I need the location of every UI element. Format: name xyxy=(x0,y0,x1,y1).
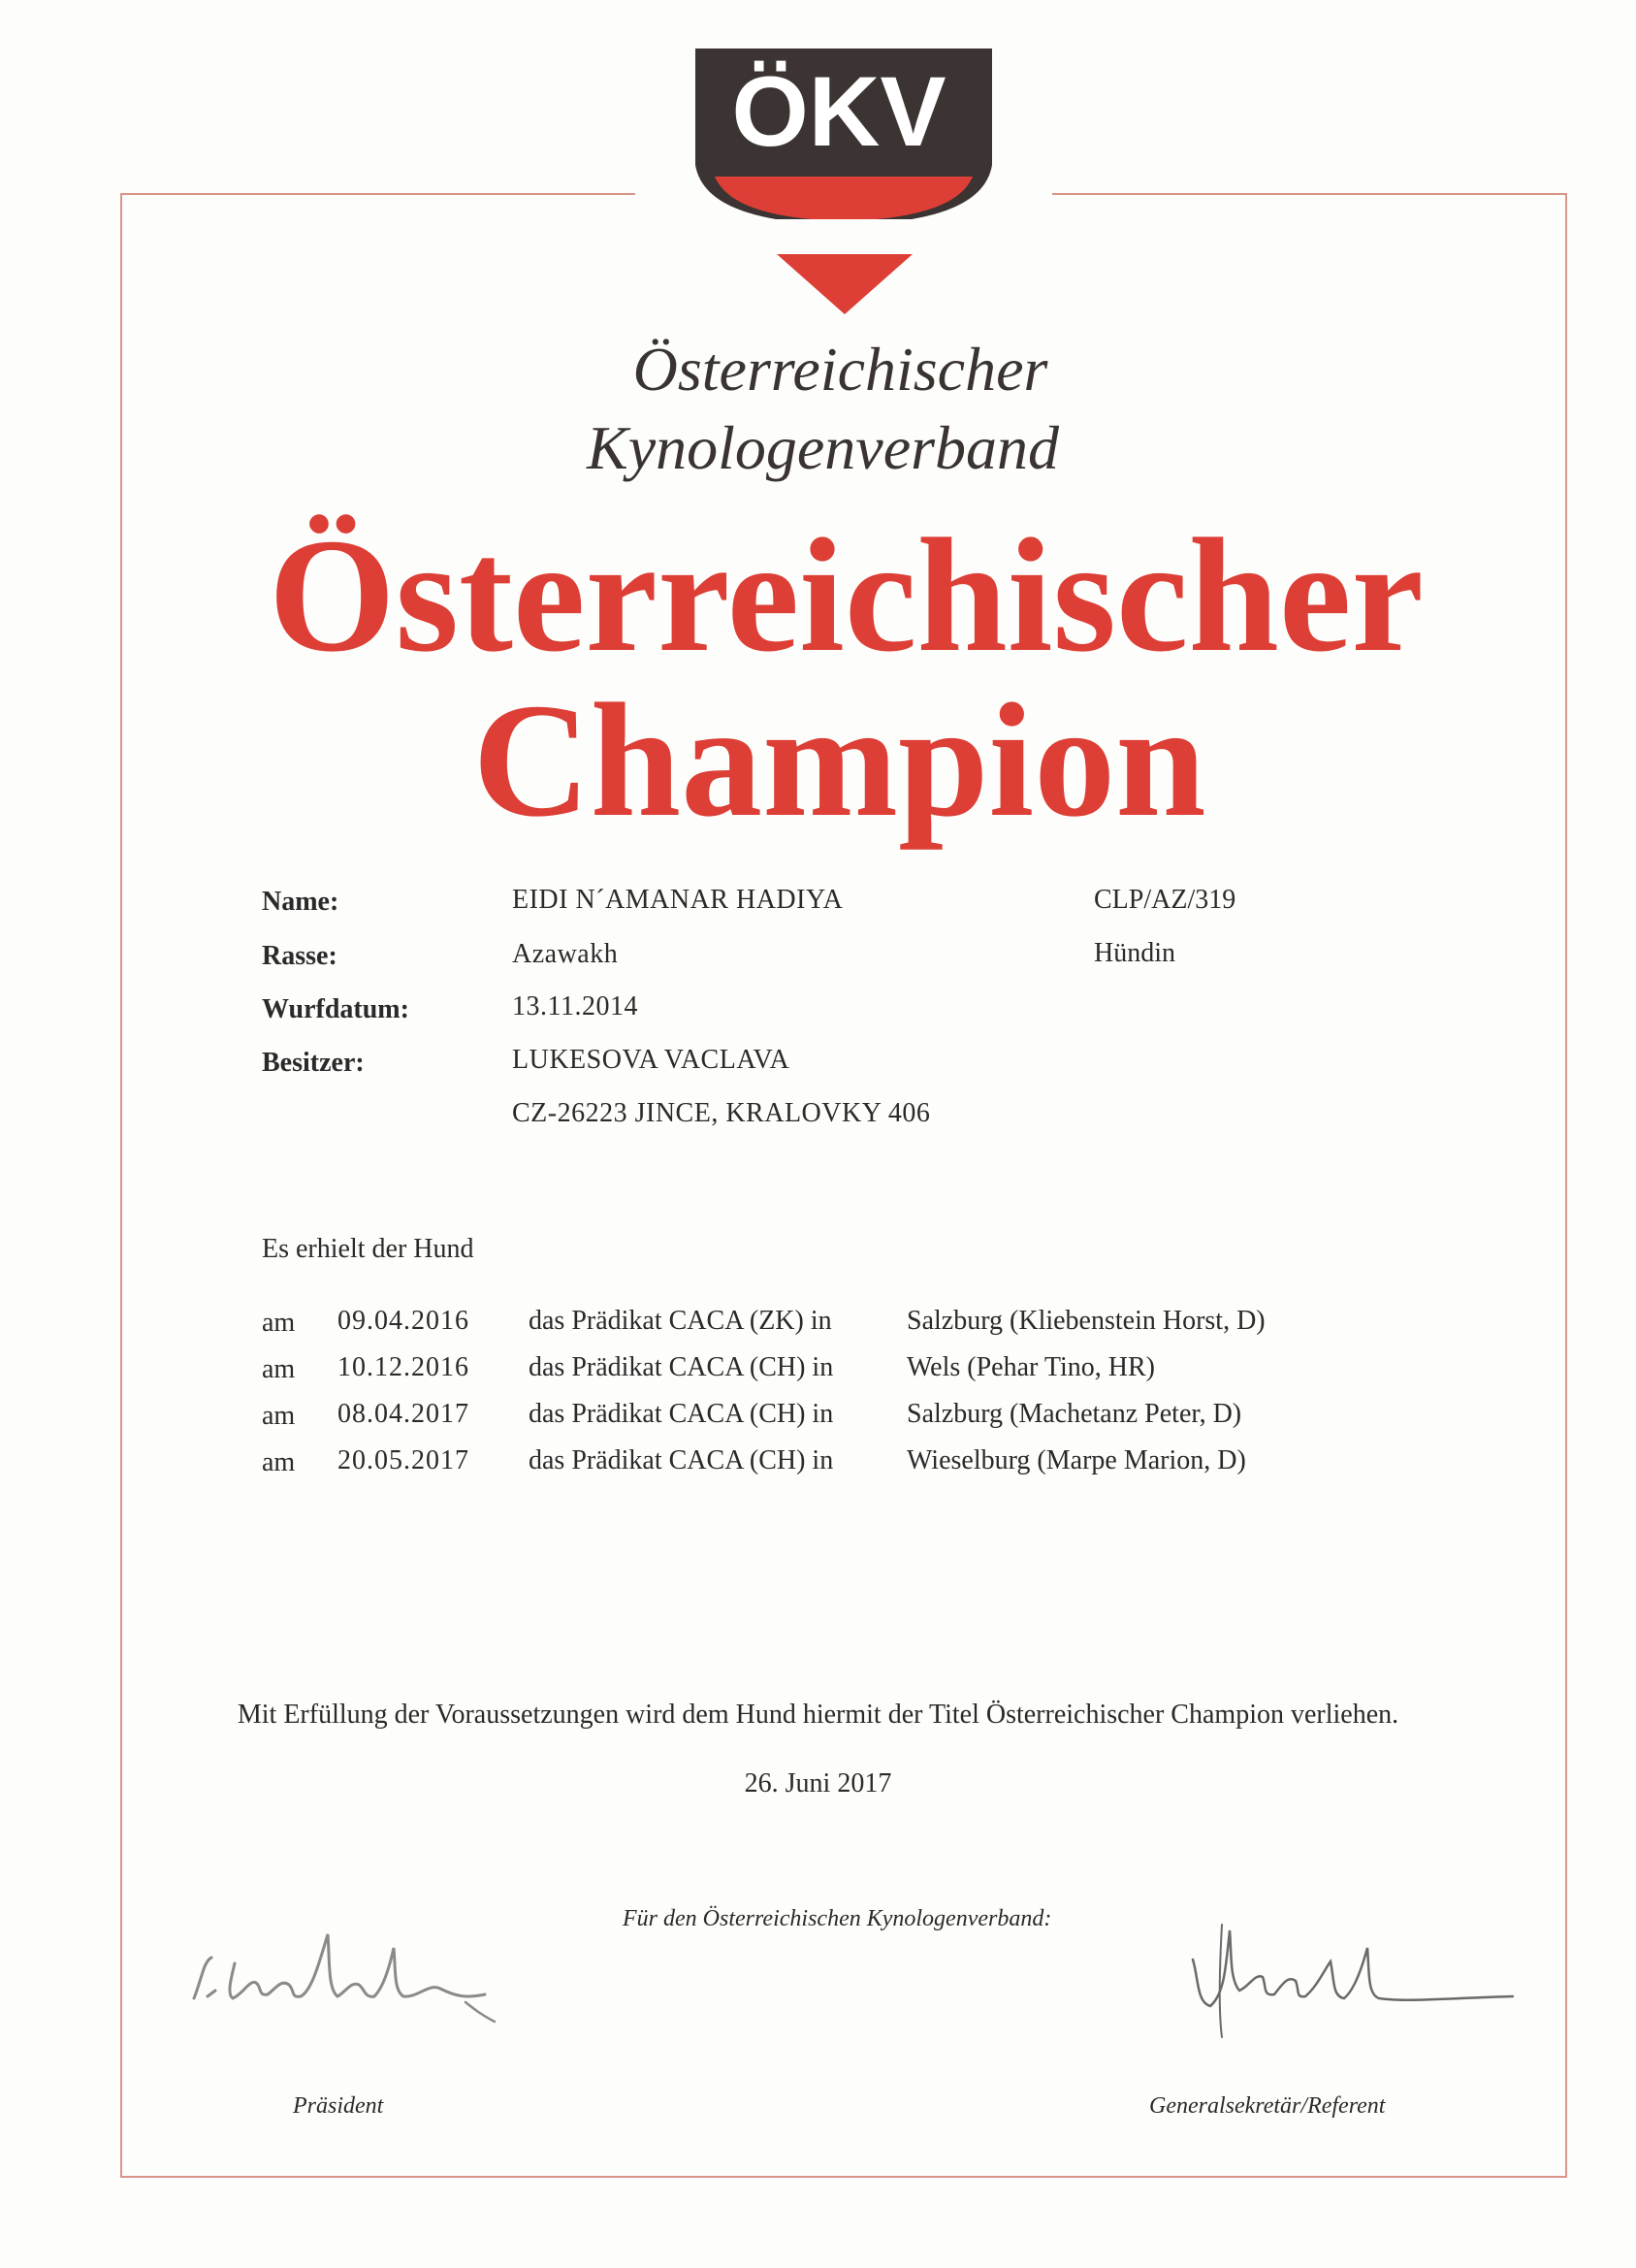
event-predicate: das Prädikat CACA (CH) in xyxy=(529,1352,834,1382)
owner-name: LUKESOVA VACLAVA xyxy=(512,1045,790,1075)
intro-text: Es erhielt der Hund xyxy=(262,1234,474,1264)
event-place: Salzburg (Kliebenstein Horst, D) xyxy=(907,1306,1266,1336)
event-place: Wieselburg (Marpe Marion, D) xyxy=(907,1445,1246,1475)
signature-president xyxy=(175,1901,524,2037)
breed-label: Rasse: xyxy=(262,941,337,971)
conferral-statement: Mit Erfüllung der Voraussetzungen wird dem Hund hiermit der Titel Österreichischer Champion verliehen. xyxy=(237,1700,1399,1730)
owner-label: Besitzer: xyxy=(262,1048,365,1078)
event-date: 08.04.2017 xyxy=(337,1399,469,1429)
event-date: 10.12.2016 xyxy=(337,1352,469,1382)
org-name-line2: Kynologenverband xyxy=(587,413,1059,482)
certificate-title-line2: Champion xyxy=(472,670,1206,851)
issue-date: 26. Juni 2017 xyxy=(744,1768,892,1798)
dob-label: Wurfdatum: xyxy=(262,994,409,1024)
role-president: Präsident xyxy=(293,2093,384,2119)
org-name-line1: Österreichischer xyxy=(632,335,1048,404)
svg-text:ÖKV: ÖKV xyxy=(731,56,946,167)
certificate-title-line1: Österreichischer xyxy=(268,505,1425,686)
event-predicate: das Prädikat CACA (CH) in xyxy=(529,1445,834,1475)
event-date: 09.04.2016 xyxy=(337,1306,469,1336)
certificate-frame xyxy=(120,193,1567,2178)
name-label: Name: xyxy=(262,887,339,917)
event-am: am xyxy=(262,1308,296,1338)
okv-logo xyxy=(693,49,994,315)
signature-secretary xyxy=(1154,1901,1523,2047)
event-date: 20.05.2017 xyxy=(337,1445,469,1475)
event-predicate: das Prädikat CACA (ZK) in xyxy=(529,1306,832,1336)
sex-value: Hündin xyxy=(1094,938,1175,968)
event-am: am xyxy=(262,1354,296,1384)
event-predicate: das Prädikat CACA (CH) in xyxy=(529,1399,834,1429)
role-secretary: Generalsekretär/Referent xyxy=(1149,2093,1386,2119)
event-place: Wels (Pehar Tino, HR) xyxy=(907,1352,1155,1382)
event-am: am xyxy=(262,1401,296,1431)
breed-value: Azawakh xyxy=(512,939,619,969)
on-behalf-line: Für den Österreichischen Kynologenverband: xyxy=(623,1906,1052,1931)
dog-name: EIDI N´AMANAR HADIYA xyxy=(512,885,844,915)
event-place: Salzburg (Machetanz Peter, D) xyxy=(907,1399,1242,1429)
event-am: am xyxy=(262,1447,296,1477)
dob-value: 13.11.2014 xyxy=(512,991,638,1021)
registration-number: CLP/AZ/319 xyxy=(1094,885,1236,915)
owner-address: CZ-26223 JINCE, KRALOVKY 406 xyxy=(512,1098,931,1128)
